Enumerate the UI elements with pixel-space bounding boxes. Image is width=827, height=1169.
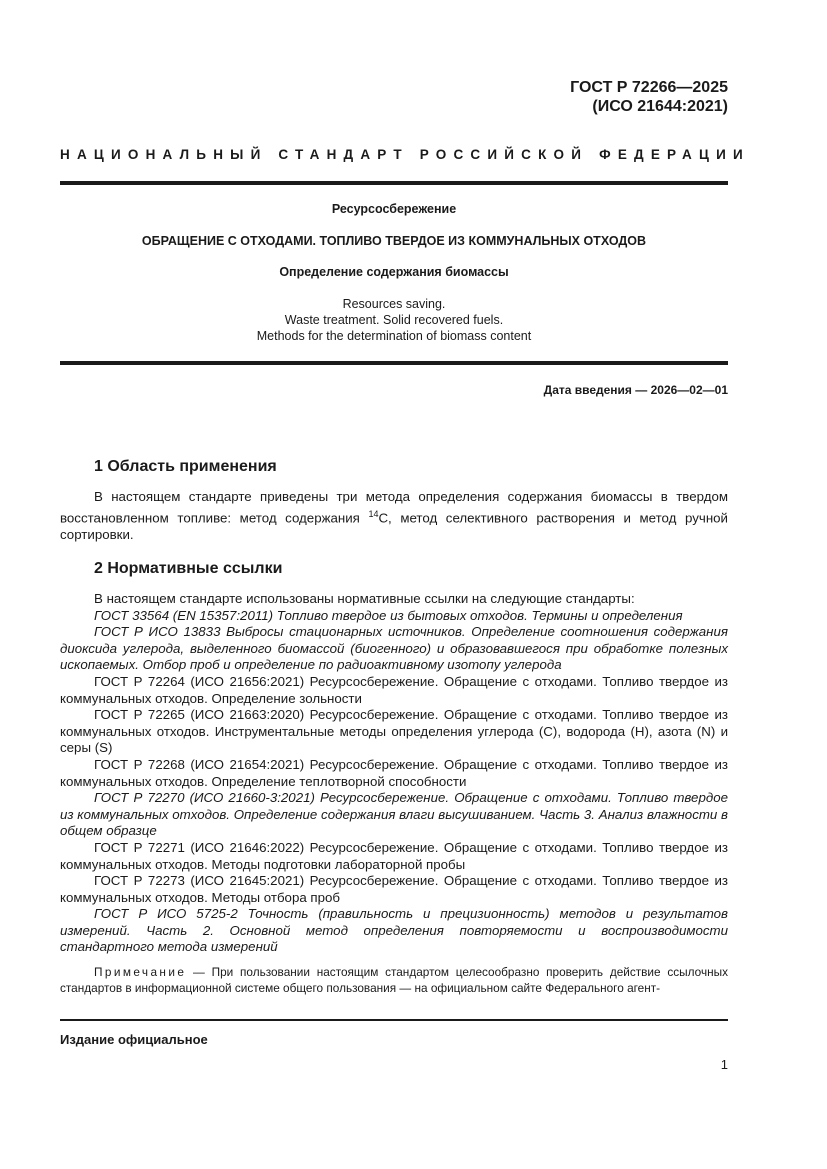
section-1-heading: 1 Область применения	[94, 458, 277, 475]
section-2-body	[60, 591, 728, 956]
references-intro: В настоящем стандарте использованы нормативные ссылки на следующие стандарты:	[94, 591, 635, 606]
english-title-line: Resources saving.	[342, 297, 446, 311]
national-standard-title: НАЦИОНАЛЬНЫЙ СТАНДАРТ РОССИЙСКОЙ ФЕДЕРАЦИИ	[60, 147, 750, 162]
main-title: ОБРАЩЕНИЕ С ОТХОДАМИ. ТОПЛИВО ТВЕРДОЕ ИЗ КОММУНАЛЬНЫХ ОТХОДОВ	[141, 234, 647, 248]
title-bottom-rule	[60, 361, 728, 365]
reference-item: ГОСТ Р 72264 (ИСО 21656:2021) Ресурсосбережение. Обращение с отходами. Топливо твердое из коммунальных отходов. Определение зольности	[60, 673, 728, 706]
section-2-heading: 2 Нормативные ссылки	[94, 560, 283, 577]
category-title: Ресурсосбережение	[331, 202, 457, 216]
introduction-date: Дата введения — 2026—02—01	[543, 383, 728, 397]
reference-item: ГОСТ 33564 (EN 15357:2011) Топливо твердое из бытовых отходов. Термины и определения	[94, 607, 683, 623]
reference-item: ГОСТ Р ИСО 13833 Выбросы стационарных источников. Определение соотношения содержания диоксида углерода, выделенного биомассой (биогенного) и образовавшегося при обработке полезных ископаемых. Отбор проб и определение по радиоактивному изотопу углерода	[60, 624, 728, 673]
english-title-line: Waste treatment. Solid recovered fuels.	[284, 313, 504, 327]
isotope-superscript: 14	[368, 508, 379, 519]
note-text: — При пользовании настоящим стандартом целесообразно проверить действие ссылочных стандартов в информационной системе общего пользования — на официальном сайте Федерального агент-	[60, 965, 728, 996]
scope-text-end: С, метод селективного растворения и метод ручной сортировки.	[60, 510, 728, 542]
note-paragraph	[60, 964, 728, 997]
top-rule	[60, 181, 728, 185]
english-title-line: Methods for the determination of biomass content	[256, 329, 532, 343]
reference-item: ГОСТ Р 72265 (ИСО 21663:2020) Ресурсосбережение. Обращение с отходами. Топливо твердое из коммунальных отходов. Инструментальные методы определения углерода (С), водорода (Н), азота (N) и серы (S)	[60, 707, 728, 756]
note	[60, 964, 728, 997]
footer-rule	[60, 1019, 728, 1021]
official-edition-label: Издание официальное	[60, 1032, 208, 1047]
doc-number: ГОСТ Р 72266—2025	[570, 79, 728, 96]
english-title	[60, 296, 728, 344]
reference-item: ГОСТ Р 72273 (ИСО 21645:2021) Ресурсосбережение. Обращение с отходами. Топливо твердое из коммунальных отходов. Методы отбора проб	[60, 873, 728, 905]
section-1-body	[60, 489, 728, 543]
reference-item: ГОСТ Р ИСО 5725-2 Точность (правильность и прецизионность) методов и результатов измерений. Часть 2. Основной метод определения повторяемости и воспроизводимости стандартного метода измерений	[60, 906, 728, 955]
document-identifier	[570, 78, 728, 116]
note-label: Примечание	[94, 965, 187, 979]
sub-title: Определение содержания биомассы	[279, 265, 509, 279]
page-number: 1	[720, 1057, 728, 1072]
reference-item: ГОСТ Р 72271 (ИСО 21646:2022) Ресурсосбережение. Обращение с отходами. Топливо твердое из коммунальных отходов. Методы подготовки лабораторной пробы	[60, 839, 728, 872]
reference-item: ГОСТ Р 72268 (ИСО 21654:2021) Ресурсосбережение. Обращение с отходами. Топливо твердое из коммунальных отходов. Определение теплотворной способности	[60, 756, 728, 789]
scope-text-start: В настоящем стандарте приведены три метода определения содержания биомассы в твердом восстановленном топливе: метод содержания	[60, 489, 728, 526]
reference-item: ГОСТ Р 72270 (ИСО 21660-3:2021) Ресурсосбережение. Обращение с отходами. Топливо твердое из коммунальных отходов. Определение содержания влаги высушиванием. Часть 3. Анализ влажности в общем образце	[60, 790, 728, 839]
section-1-paragraph	[60, 489, 728, 543]
iso-number: (ИСО 21644:2021)	[592, 98, 728, 115]
